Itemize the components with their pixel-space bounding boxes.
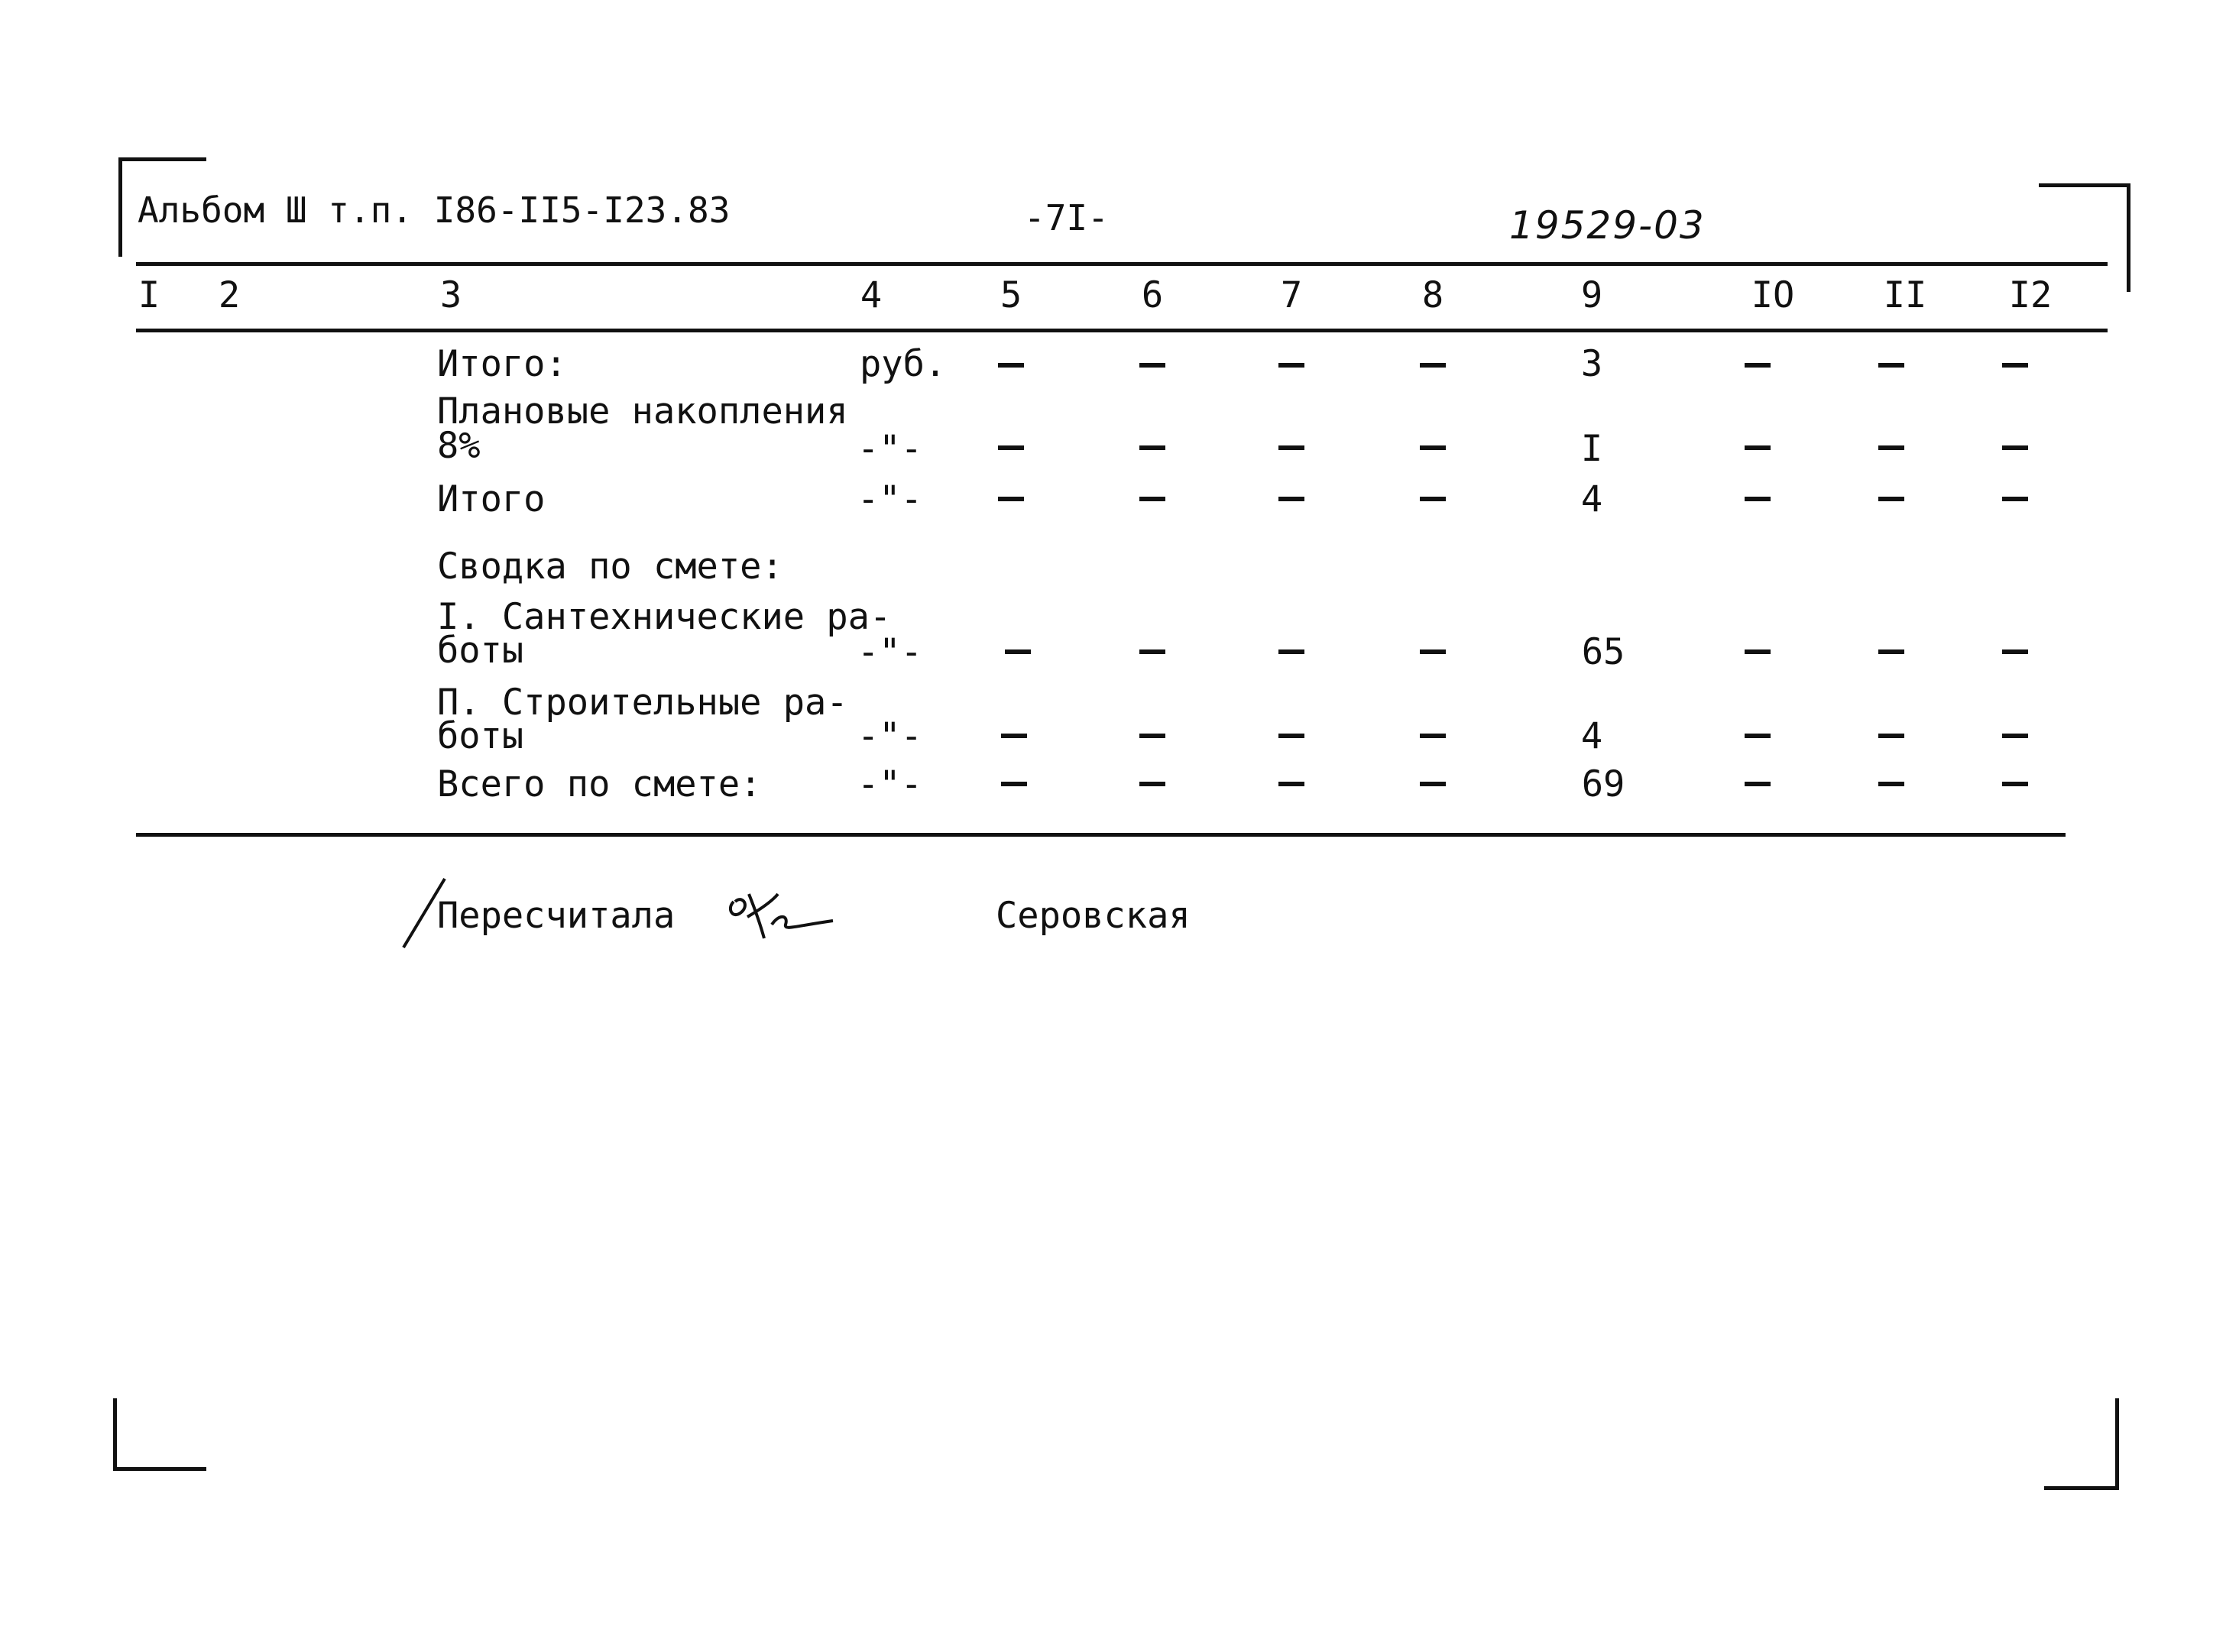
dash-cell: [1139, 782, 1165, 786]
unit-cell: -"-: [857, 763, 922, 805]
corner-mark-bottom-left: [113, 1467, 206, 1471]
dash-cell: [1420, 363, 1446, 368]
section-heading: Сводка по смете:: [437, 546, 783, 588]
row-label: П. Строительные ра-: [437, 682, 848, 724]
dash-cell: [1139, 497, 1165, 501]
dash-cell: [1139, 445, 1165, 450]
row-label: Всего по смете:: [437, 763, 762, 805]
dash-cell: [2002, 649, 2028, 654]
dash-cell: [1745, 782, 1771, 786]
column-header-rule: [136, 329, 2108, 332]
table-bottom-rule: [136, 833, 2066, 837]
column-header-3: 3: [439, 274, 462, 316]
dash-cell: [1420, 649, 1446, 654]
column-header-6: 6: [1141, 274, 1164, 316]
page-number: -7I-: [1024, 197, 1109, 238]
table-top-rule: [136, 262, 2108, 266]
dash-cell: [2002, 782, 2028, 786]
corner-mark-top-right-vertical: [2127, 183, 2130, 292]
unit-cell: руб.: [860, 343, 947, 385]
row-label-continuation: боты: [437, 630, 524, 672]
value-cell: 4: [1580, 478, 1603, 520]
value-cell: 69: [1581, 763, 1625, 805]
dash-cell: [1278, 497, 1304, 501]
row-label-continuation: боты: [437, 715, 524, 757]
handwritten-signature: [718, 879, 841, 947]
column-header-5: 5: [1000, 274, 1022, 316]
dash-cell: [1420, 734, 1446, 738]
value-cell: I: [1580, 428, 1603, 470]
dash-cell: [998, 363, 1024, 368]
unit-cell: -"-: [857, 478, 922, 520]
album-reference: Альбом Ш т.п. I86-II5-I23.83: [138, 189, 731, 231]
corner-mark-bottom-right-vertical: [2115, 1398, 2119, 1490]
value-cell: 4: [1580, 715, 1603, 757]
column-header-1: I: [138, 274, 160, 316]
corner-mark-top-right: [2039, 183, 2130, 187]
value-cell: 3: [1580, 343, 1603, 385]
dash-cell: [1878, 363, 1904, 368]
dash-cell: [2002, 363, 2028, 368]
dash-cell: [1278, 649, 1304, 654]
dash-cell: [2002, 445, 2028, 450]
recalculated-by-label: Пересчитала: [437, 895, 676, 937]
dash-cell: [1278, 445, 1304, 450]
row-label: I. Сантехнические ра-: [437, 596, 892, 638]
dash-cell: [1278, 363, 1304, 368]
row-label: Плановые накопления: [437, 390, 848, 432]
unit-cell: -"-: [857, 631, 922, 673]
dash-cell: [1878, 782, 1904, 786]
unit-cell: -"-: [857, 428, 922, 470]
column-header-10: IO: [1751, 274, 1795, 316]
dash-cell: [1001, 734, 1027, 738]
column-header-11: II: [1883, 274, 1927, 316]
corner-mark-top-left: [118, 157, 206, 161]
row-label: Итого:: [437, 343, 567, 385]
unit-cell: -"-: [857, 715, 922, 757]
value-cell: 65: [1581, 631, 1625, 673]
corner-mark-bottom-left-vertical: [113, 1398, 117, 1471]
dash-cell: [1139, 734, 1165, 738]
recalculated-by-name: Серовская: [996, 895, 1191, 937]
dash-cell: [1420, 445, 1446, 450]
dash-cell: [1001, 782, 1027, 786]
dash-cell: [1745, 734, 1771, 738]
dash-cell: [1139, 649, 1165, 654]
row-label: Итого: [437, 478, 546, 520]
corner-mark-top-left-vertical: [118, 157, 122, 257]
dash-cell: [1878, 497, 1904, 501]
dash-cell: [1745, 363, 1771, 368]
corner-mark-bottom-right: [2044, 1486, 2119, 1490]
dash-cell: [2002, 734, 2028, 738]
column-header-8: 8: [1421, 274, 1444, 316]
dash-cell: [1139, 363, 1165, 368]
dash-cell: [1878, 649, 1904, 654]
dash-cell: [1878, 445, 1904, 450]
handwritten-document-code: 19529-03: [1509, 203, 1706, 248]
dash-cell: [1878, 734, 1904, 738]
dash-cell: [1420, 782, 1446, 786]
dash-cell: [1745, 497, 1771, 501]
dash-cell: [1745, 649, 1771, 654]
column-header-2: 2: [218, 274, 241, 316]
column-header-12: I2: [2008, 274, 2053, 316]
dash-cell: [1278, 734, 1304, 738]
column-header-4: 4: [860, 274, 883, 316]
dash-cell: [1745, 445, 1771, 450]
dash-cell: [1005, 649, 1031, 654]
column-header-7: 7: [1280, 274, 1303, 316]
dash-cell: [1420, 497, 1446, 501]
column-header-9: 9: [1580, 274, 1603, 316]
dash-cell: [998, 445, 1024, 450]
dash-cell: [1278, 782, 1304, 786]
dash-cell: [2002, 497, 2028, 501]
dash-cell: [998, 497, 1024, 501]
row-label-continuation: 8%: [437, 425, 481, 467]
